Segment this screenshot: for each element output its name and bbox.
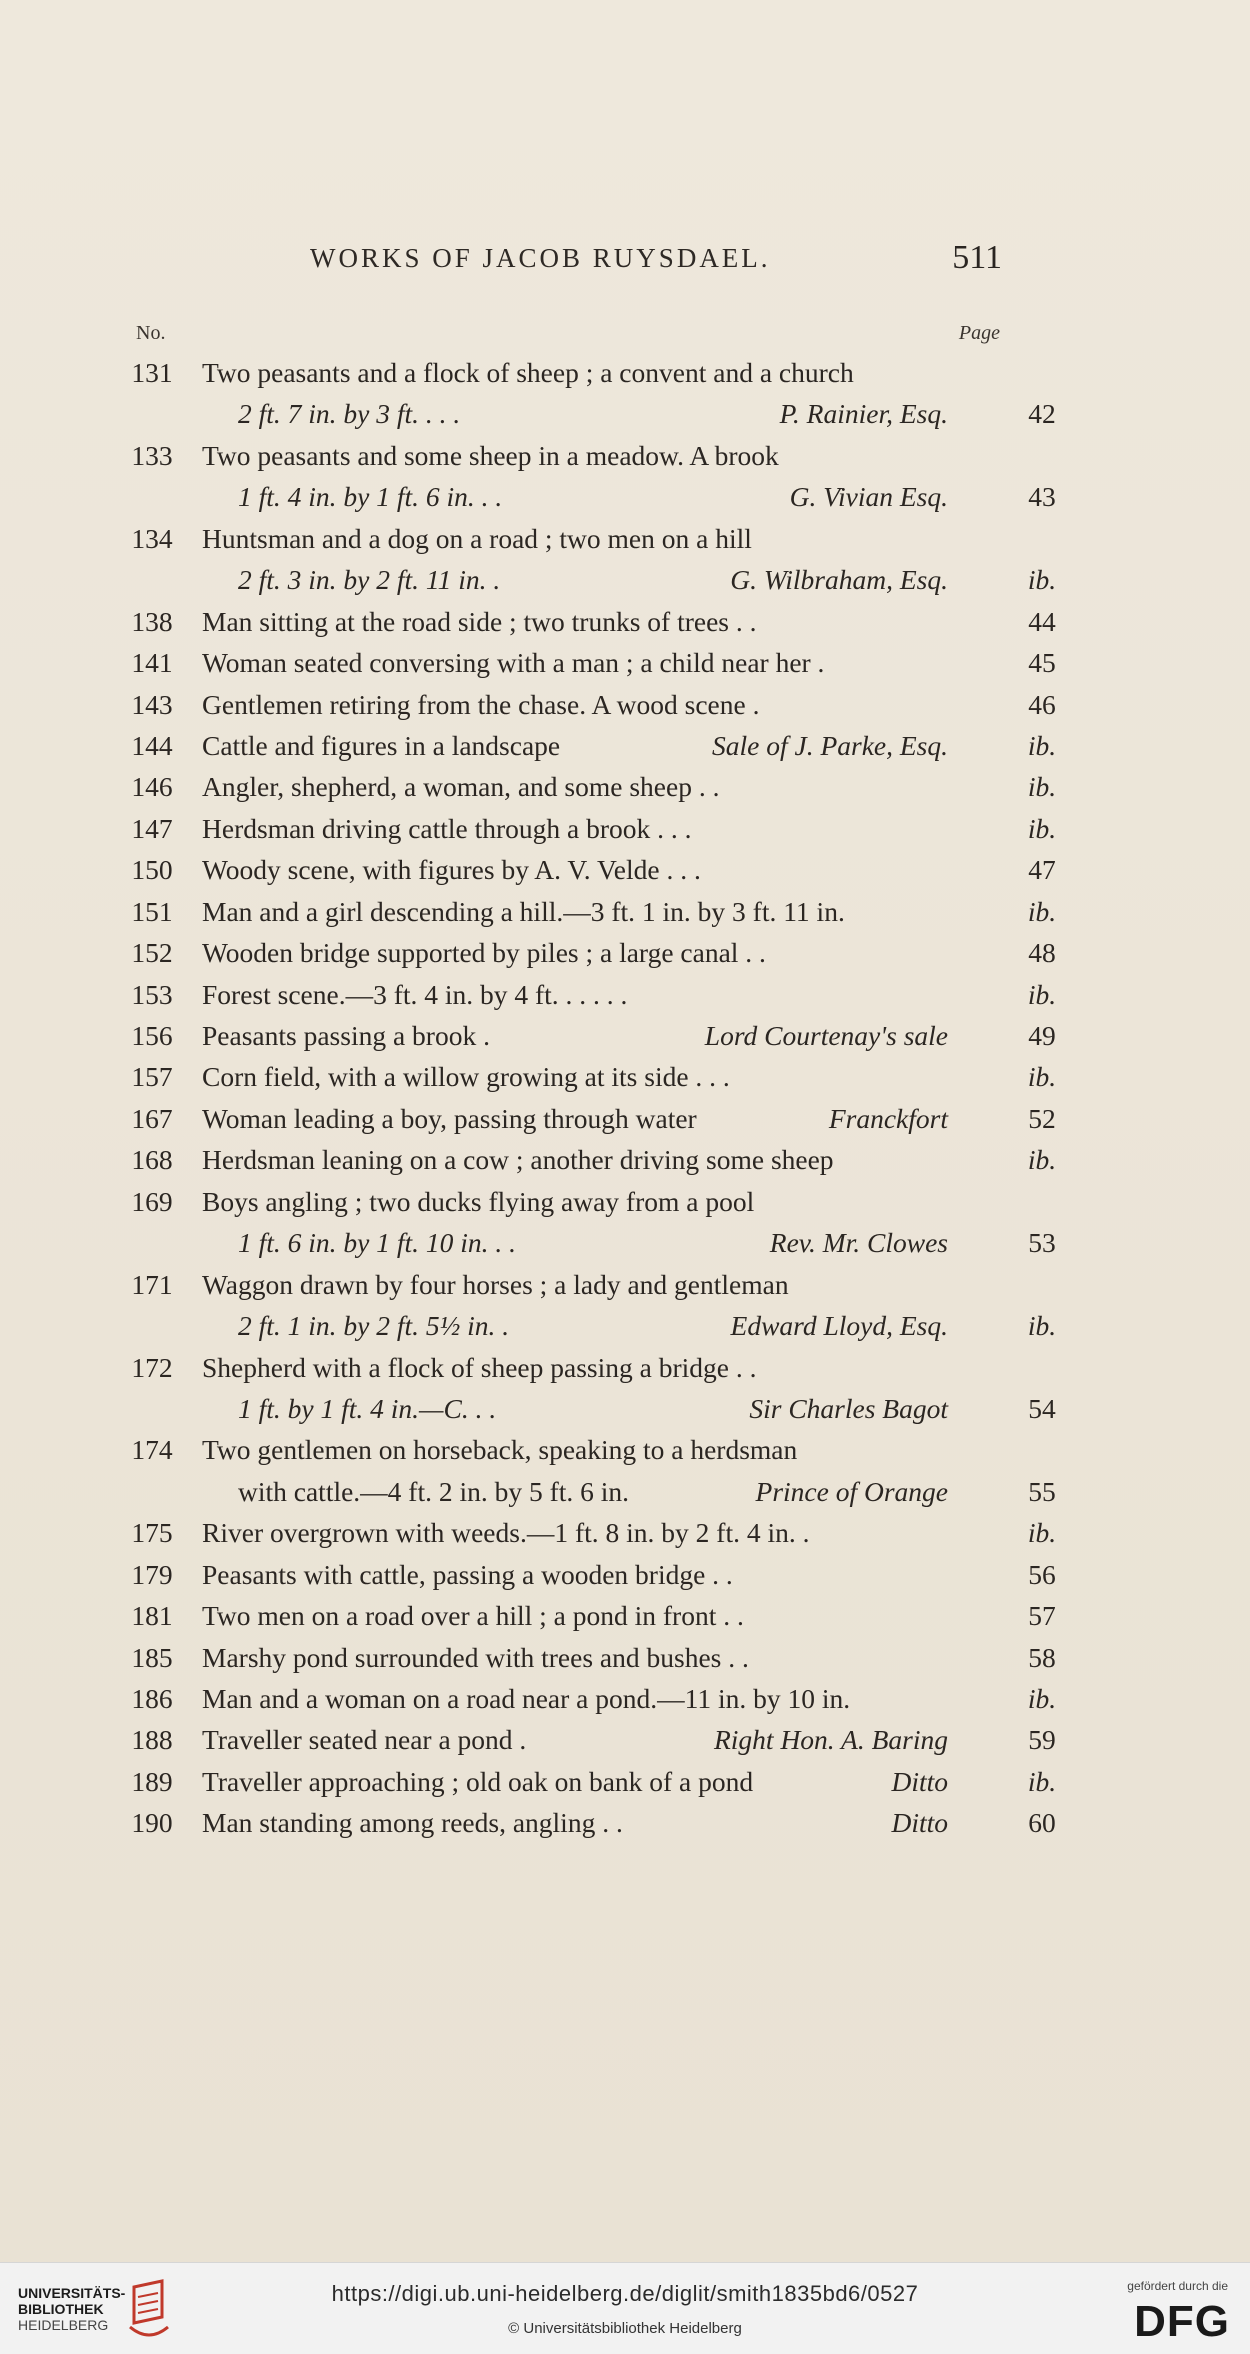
- entry-page-ref: 49: [1028, 1020, 1056, 1051]
- catalogue-line: [0, 1512, 1250, 1553]
- entry-page-ref: ib.: [1027, 1310, 1057, 1342]
- running-title: WORKS OF JACOB RUYSDAEL.: [310, 243, 771, 273]
- entry-description: Herdsman leaning on a cow ; another driving some sheep: [202, 1144, 834, 1176]
- entry-description: 2 ft. 3 in. by 2 ft. 11 in. .: [238, 564, 501, 596]
- funding-note: gefördert durch die: [1127, 2279, 1228, 2293]
- entry-owner: Prince of Orange: [755, 1475, 948, 1507]
- entry-number: 189: [131, 1765, 173, 1797]
- entry-number: 133: [131, 439, 173, 471]
- catalogue-line: [0, 1056, 1250, 1097]
- entry-description: 1 ft. 6 in. by 1 ft. 10 in. . .: [238, 1227, 517, 1259]
- entry-number: 175: [131, 1517, 173, 1549]
- dfg-logo: DFG: [1134, 2297, 1230, 2346]
- entry-page-ref: 42: [1028, 398, 1056, 430]
- entry-page-ref: 56: [1028, 1558, 1056, 1590]
- catalogue-line: [0, 684, 1250, 725]
- entry-number: 168: [131, 1144, 173, 1176]
- catalogue-line: [0, 1595, 1250, 1636]
- entry-number: 141: [131, 647, 173, 679]
- entry-page-ref: 59: [1028, 1724, 1056, 1756]
- entry-number: 156: [131, 1020, 173, 1051]
- entry-description: Huntsman and a dog on a road ; two men on a hill: [202, 522, 752, 554]
- entry-page-ref: ib.: [1027, 771, 1057, 803]
- catalogue-line: [0, 1637, 1250, 1678]
- entry-description: Woman seated conversing with a man ; a child near her .: [202, 647, 825, 679]
- entry-owner: G. Wilbraham, Esq.: [730, 564, 948, 596]
- entry-number: 179: [131, 1558, 173, 1590]
- entry-description: Wooden bridge supported by piles ; a large canal . .: [202, 937, 766, 969]
- catalogue-line: [0, 932, 1250, 973]
- entry-number: 131: [131, 357, 173, 388]
- catalogue-line: [0, 352, 1250, 393]
- entry-description: Woman leading a boy, passing through water: [202, 1102, 697, 1134]
- catalogue-line: [0, 766, 1250, 807]
- entry-page-ref: 45: [1028, 647, 1056, 679]
- entry-owner: Right Hon. A. Baring: [713, 1724, 948, 1756]
- catalogue-line: [0, 1719, 1250, 1760]
- entry-number: 186: [131, 1683, 173, 1714]
- entry-page-ref: ib.: [1027, 1061, 1057, 1093]
- entry-owner: Franckfort: [828, 1102, 948, 1134]
- page-number: 511: [952, 239, 1002, 276]
- entry-page-ref: ib.: [1027, 564, 1057, 596]
- catalogue-line: [0, 1471, 1250, 1512]
- entry-number: 185: [131, 1641, 173, 1673]
- entry-description: Two peasants and a flock of sheep ; a convent and a church: [202, 357, 854, 388]
- entry-description: Two peasants and some sheep in a meadow. A brook: [202, 439, 779, 471]
- entry-number: 150: [131, 854, 173, 886]
- entry-number: 153: [131, 978, 173, 1010]
- entry-owner: Rev. Mr. Clowes: [769, 1227, 948, 1259]
- catalogue-line: [0, 1305, 1250, 1346]
- entry-description: 2 ft. 7 in. by 3 ft. . . .: [238, 398, 461, 430]
- library-name-line: UNIVERSITÄTS-: [18, 2285, 126, 2301]
- entry-description: Corn field, with a willow growing at its side . . .: [202, 1061, 730, 1093]
- catalogue-line: [0, 393, 1250, 434]
- catalogue-line: [0, 1181, 1250, 1222]
- entry-description: Man and a girl descending a hill.—3 ft. 1 in. by 3 ft. 11 in.: [202, 895, 845, 927]
- entry-description: 1 ft. by 1 ft. 4 in.—C. . .: [238, 1392, 497, 1424]
- column-header-page: Page: [958, 322, 1000, 344]
- entry-description: Traveller approaching ; old oak on bank of a pond: [202, 1765, 754, 1797]
- entry-number: 190: [131, 1807, 173, 1839]
- entry-number: 181: [131, 1600, 173, 1632]
- entry-number: 157: [131, 1061, 173, 1093]
- entry-description: Peasants with cattle, passing a wooden bridge . .: [202, 1558, 733, 1590]
- catalogue-line: [0, 1678, 1250, 1719]
- entry-owner: Edward Lloyd, Esq.: [730, 1310, 948, 1342]
- catalogue-line: [0, 1347, 1250, 1388]
- entry-description: Peasants passing a brook .: [202, 1020, 490, 1051]
- entry-description: Woody scene, with figures by A. V. Velde . . .: [202, 854, 701, 886]
- entry-owner: G. Vivian Esq.: [789, 481, 948, 513]
- catalogue-line: [0, 1802, 1250, 1843]
- entry-description: Traveller seated near a pond .: [202, 1724, 527, 1756]
- entry-number: 151: [131, 895, 173, 927]
- entry-page-ref: ib.: [1027, 729, 1057, 761]
- catalogue-line: [0, 601, 1250, 642]
- entry-owner: Ditto: [891, 1807, 948, 1839]
- entry-number: 134: [131, 522, 173, 554]
- entry-description: Marshy pond surrounded with trees and bushes . .: [202, 1641, 749, 1673]
- entry-description: Shepherd with a flock of sheep passing a bridge . .: [202, 1351, 757, 1383]
- entry-description: Man and a woman on a road near a pond.—11 in. by 10 in.: [202, 1683, 851, 1714]
- entry-page-ref: 57: [1028, 1600, 1056, 1632]
- entry-number: 174: [131, 1434, 173, 1466]
- entry-page-ref: ib.: [1027, 895, 1057, 927]
- catalogue-line: [0, 1098, 1250, 1139]
- catalogue-line: [0, 1222, 1250, 1263]
- entry-number: 143: [131, 688, 173, 720]
- entry-number: 147: [131, 812, 173, 844]
- entry-page-ref: ib.: [1027, 1517, 1057, 1549]
- catalogue-line: [0, 1139, 1250, 1180]
- entry-page-ref: 58: [1028, 1641, 1056, 1673]
- entry-number: 188: [131, 1724, 173, 1756]
- entry-description: Waggon drawn by four horses ; a lady and gentleman: [202, 1268, 789, 1300]
- entry-page-ref: ib.: [1027, 1144, 1057, 1176]
- entry-page-ref: 60: [1028, 1807, 1056, 1839]
- entry-description: Herdsman driving cattle through a brook . . .: [202, 812, 692, 844]
- footer-bar: [0, 2262, 1250, 2354]
- entry-owner: Lord Courtenay's sale: [704, 1020, 948, 1051]
- entry-page-ref: ib.: [1027, 1765, 1057, 1797]
- permalink-url[interactable]: https://digi.ub.uni-heidelberg.de/diglit/smith1835bd6/0527: [331, 2281, 919, 2306]
- entry-page-ref: ib.: [1027, 978, 1057, 1010]
- entry-description: Man sitting at the road side ; two trunks of trees . .: [202, 605, 757, 637]
- running-head: [0, 239, 1250, 283]
- entry-description: Forest scene.—3 ft. 4 in. by 4 ft. . . . . .: [202, 978, 628, 1010]
- entry-page-ref: 44: [1028, 605, 1056, 637]
- catalogue-line: [0, 974, 1250, 1015]
- catalogue-line: [0, 1264, 1250, 1305]
- entry-page-ref: 53: [1028, 1227, 1056, 1259]
- catalogue-line: [0, 435, 1250, 476]
- entry-number: 167: [131, 1102, 173, 1134]
- catalogue-line: [0, 1761, 1250, 1802]
- entry-number: 138: [131, 605, 173, 637]
- catalogue-line: [0, 518, 1250, 559]
- entry-page-ref: 52: [1028, 1102, 1056, 1134]
- entry-number: 146: [131, 771, 173, 803]
- catalogue-line: [0, 808, 1250, 849]
- entry-description: Two gentlemen on horseback, speaking to a herdsman: [202, 1434, 798, 1466]
- entry-owner: Sale of J. Parke, Esq.: [712, 729, 948, 761]
- catalogue-line: [0, 1554, 1250, 1595]
- entry-page-ref: ib.: [1027, 1683, 1057, 1714]
- library-name-line: HEIDELBERG: [18, 2317, 109, 2333]
- entry-description: Angler, shepherd, a woman, and some sheep . .: [202, 771, 720, 803]
- copyright-notice: © Universitätsbibliothek Heidelberg: [508, 2320, 742, 2337]
- entry-number: 169: [131, 1185, 173, 1217]
- entry-description: Gentlemen retiring from the chase. A wood scene .: [202, 688, 760, 720]
- entry-number: 144: [131, 729, 173, 761]
- entry-description: 1 ft. 4 in. by 1 ft. 6 in. . .: [238, 481, 503, 513]
- entry-number: 172: [131, 1351, 173, 1383]
- entry-number: 171: [131, 1268, 173, 1300]
- column-header-no: No.: [136, 322, 166, 344]
- catalogue-line: [0, 559, 1250, 600]
- entry-page-ref: ib.: [1027, 812, 1057, 844]
- catalogue-line: [0, 476, 1250, 517]
- catalogue-line: [0, 1429, 1250, 1470]
- catalogue-line: [0, 725, 1250, 766]
- catalogue-line: [0, 1015, 1250, 1056]
- entry-page-ref: 55: [1028, 1475, 1056, 1507]
- catalogue-line: [0, 891, 1250, 932]
- entry-owner: Ditto: [891, 1765, 948, 1797]
- entry-number: 152: [131, 937, 173, 969]
- entry-page-ref: 54: [1028, 1392, 1056, 1424]
- entry-owner: P. Rainier, Esq.: [779, 398, 948, 430]
- entry-description: Boys angling ; two ducks flying away from a pool: [202, 1185, 755, 1217]
- entry-description: Two men on a road over a hill ; a pond in front . .: [202, 1600, 744, 1632]
- library-name-line: BIBLIOTHEK: [18, 2301, 104, 2317]
- catalogue-line: [0, 849, 1250, 890]
- entry-page-ref: 48: [1028, 937, 1056, 969]
- catalogue-line: [0, 642, 1250, 683]
- entry-owner: Sir Charles Bagot: [749, 1392, 948, 1424]
- entry-page-ref: 47: [1028, 854, 1056, 886]
- entry-description: Man standing among reeds, angling . .: [202, 1807, 623, 1839]
- entry-page-ref: 43: [1028, 481, 1056, 513]
- entry-description: Cattle and figures in a landscape: [202, 729, 561, 761]
- entry-description: 2 ft. 1 in. by 2 ft. 5½ in. .: [238, 1310, 510, 1342]
- entry-page-ref: 46: [1028, 688, 1056, 720]
- entry-description: River overgrown with weeds.—1 ft. 8 in. by 2 ft. 4 in. .: [202, 1517, 810, 1549]
- catalogue-line: [0, 1388, 1250, 1429]
- catalogue-list: [0, 352, 1250, 1844]
- entry-description: with cattle.—4 ft. 2 in. by 5 ft. 6 in.: [238, 1475, 630, 1507]
